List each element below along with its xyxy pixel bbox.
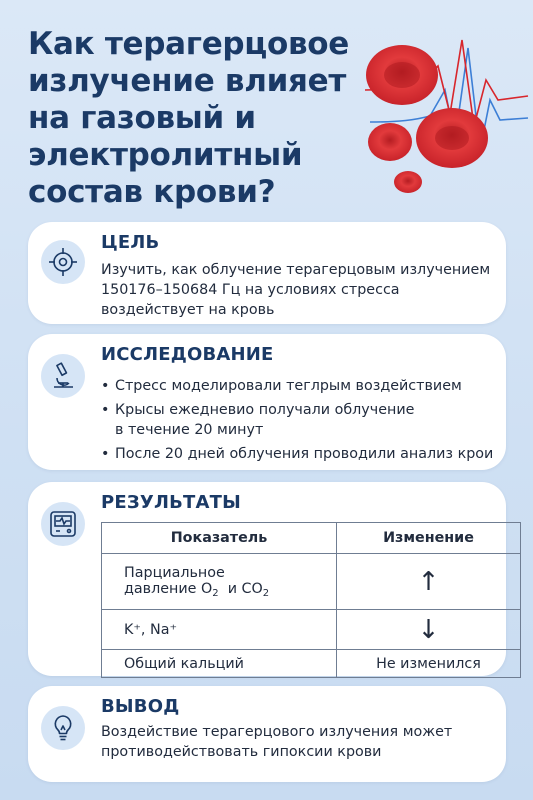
blood-cell <box>384 62 420 88</box>
study-heading: ИССЛЕДОВАНИЕ <box>101 344 274 365</box>
change-cell: Не изменился <box>337 650 521 678</box>
indicator-cell <box>102 554 337 610</box>
page-title: Как терагерцовое излучение влияет на газовый и электролитный состав крови? <box>28 26 350 210</box>
study-card <box>28 334 506 470</box>
table-row <box>102 650 521 678</box>
subscript: 2 <box>262 587 270 599</box>
table-row <box>102 610 521 650</box>
lightbulb-icon <box>41 706 85 750</box>
goal-card <box>28 222 506 324</box>
down-arrow-icon: ↓ <box>337 610 521 650</box>
goal-heading: ЦЕЛЬ <box>101 232 160 253</box>
monitor-icon <box>41 502 85 546</box>
up-arrow-icon: ↑ <box>337 554 521 610</box>
column-header: Изменение <box>337 523 521 554</box>
list-item: • После 20 дней облучения проводили анализ крои <box>101 444 498 464</box>
indicator-cell: K⁺, Na⁺ <box>102 610 337 650</box>
microscope-icon <box>41 354 85 398</box>
results-card <box>28 482 506 676</box>
conclusion-text: Воздействие терагерцового излучения может противодействовать гипоксии крови <box>101 724 453 760</box>
blood-cell <box>368 123 412 161</box>
indicator-line: и CO <box>218 580 263 597</box>
list-item: • Стресс моделировали теглрым воздействием <box>101 376 498 396</box>
goal-text: Изучить, как облучение терагерцовым излучением 150176–150684 Гц на условиях стресса воздействует на кровь <box>101 262 491 318</box>
column-header: Показатель <box>102 523 337 554</box>
conclusion-heading: ВЫВОД <box>101 696 180 717</box>
list-item: • Крысы ежедневио получали облучение в течение 20 минут <box>101 400 498 440</box>
table-row <box>102 554 521 610</box>
indicator-line: давление O <box>124 580 213 597</box>
target-icon <box>41 240 85 284</box>
blood-cell <box>394 171 422 193</box>
indicator-cell: Общий кальций <box>102 650 337 678</box>
subscript: 2 <box>212 587 219 599</box>
blood-cells-illustration <box>360 30 530 210</box>
table-header-row <box>102 523 521 554</box>
results-heading: РЕЗУЛЬТАТЫ <box>101 492 241 513</box>
blood-cell <box>435 126 469 150</box>
results-table <box>101 522 521 678</box>
indicator-line: Парциальное <box>124 564 225 581</box>
study-bullet-list <box>101 376 498 468</box>
conclusion-card <box>28 686 506 782</box>
